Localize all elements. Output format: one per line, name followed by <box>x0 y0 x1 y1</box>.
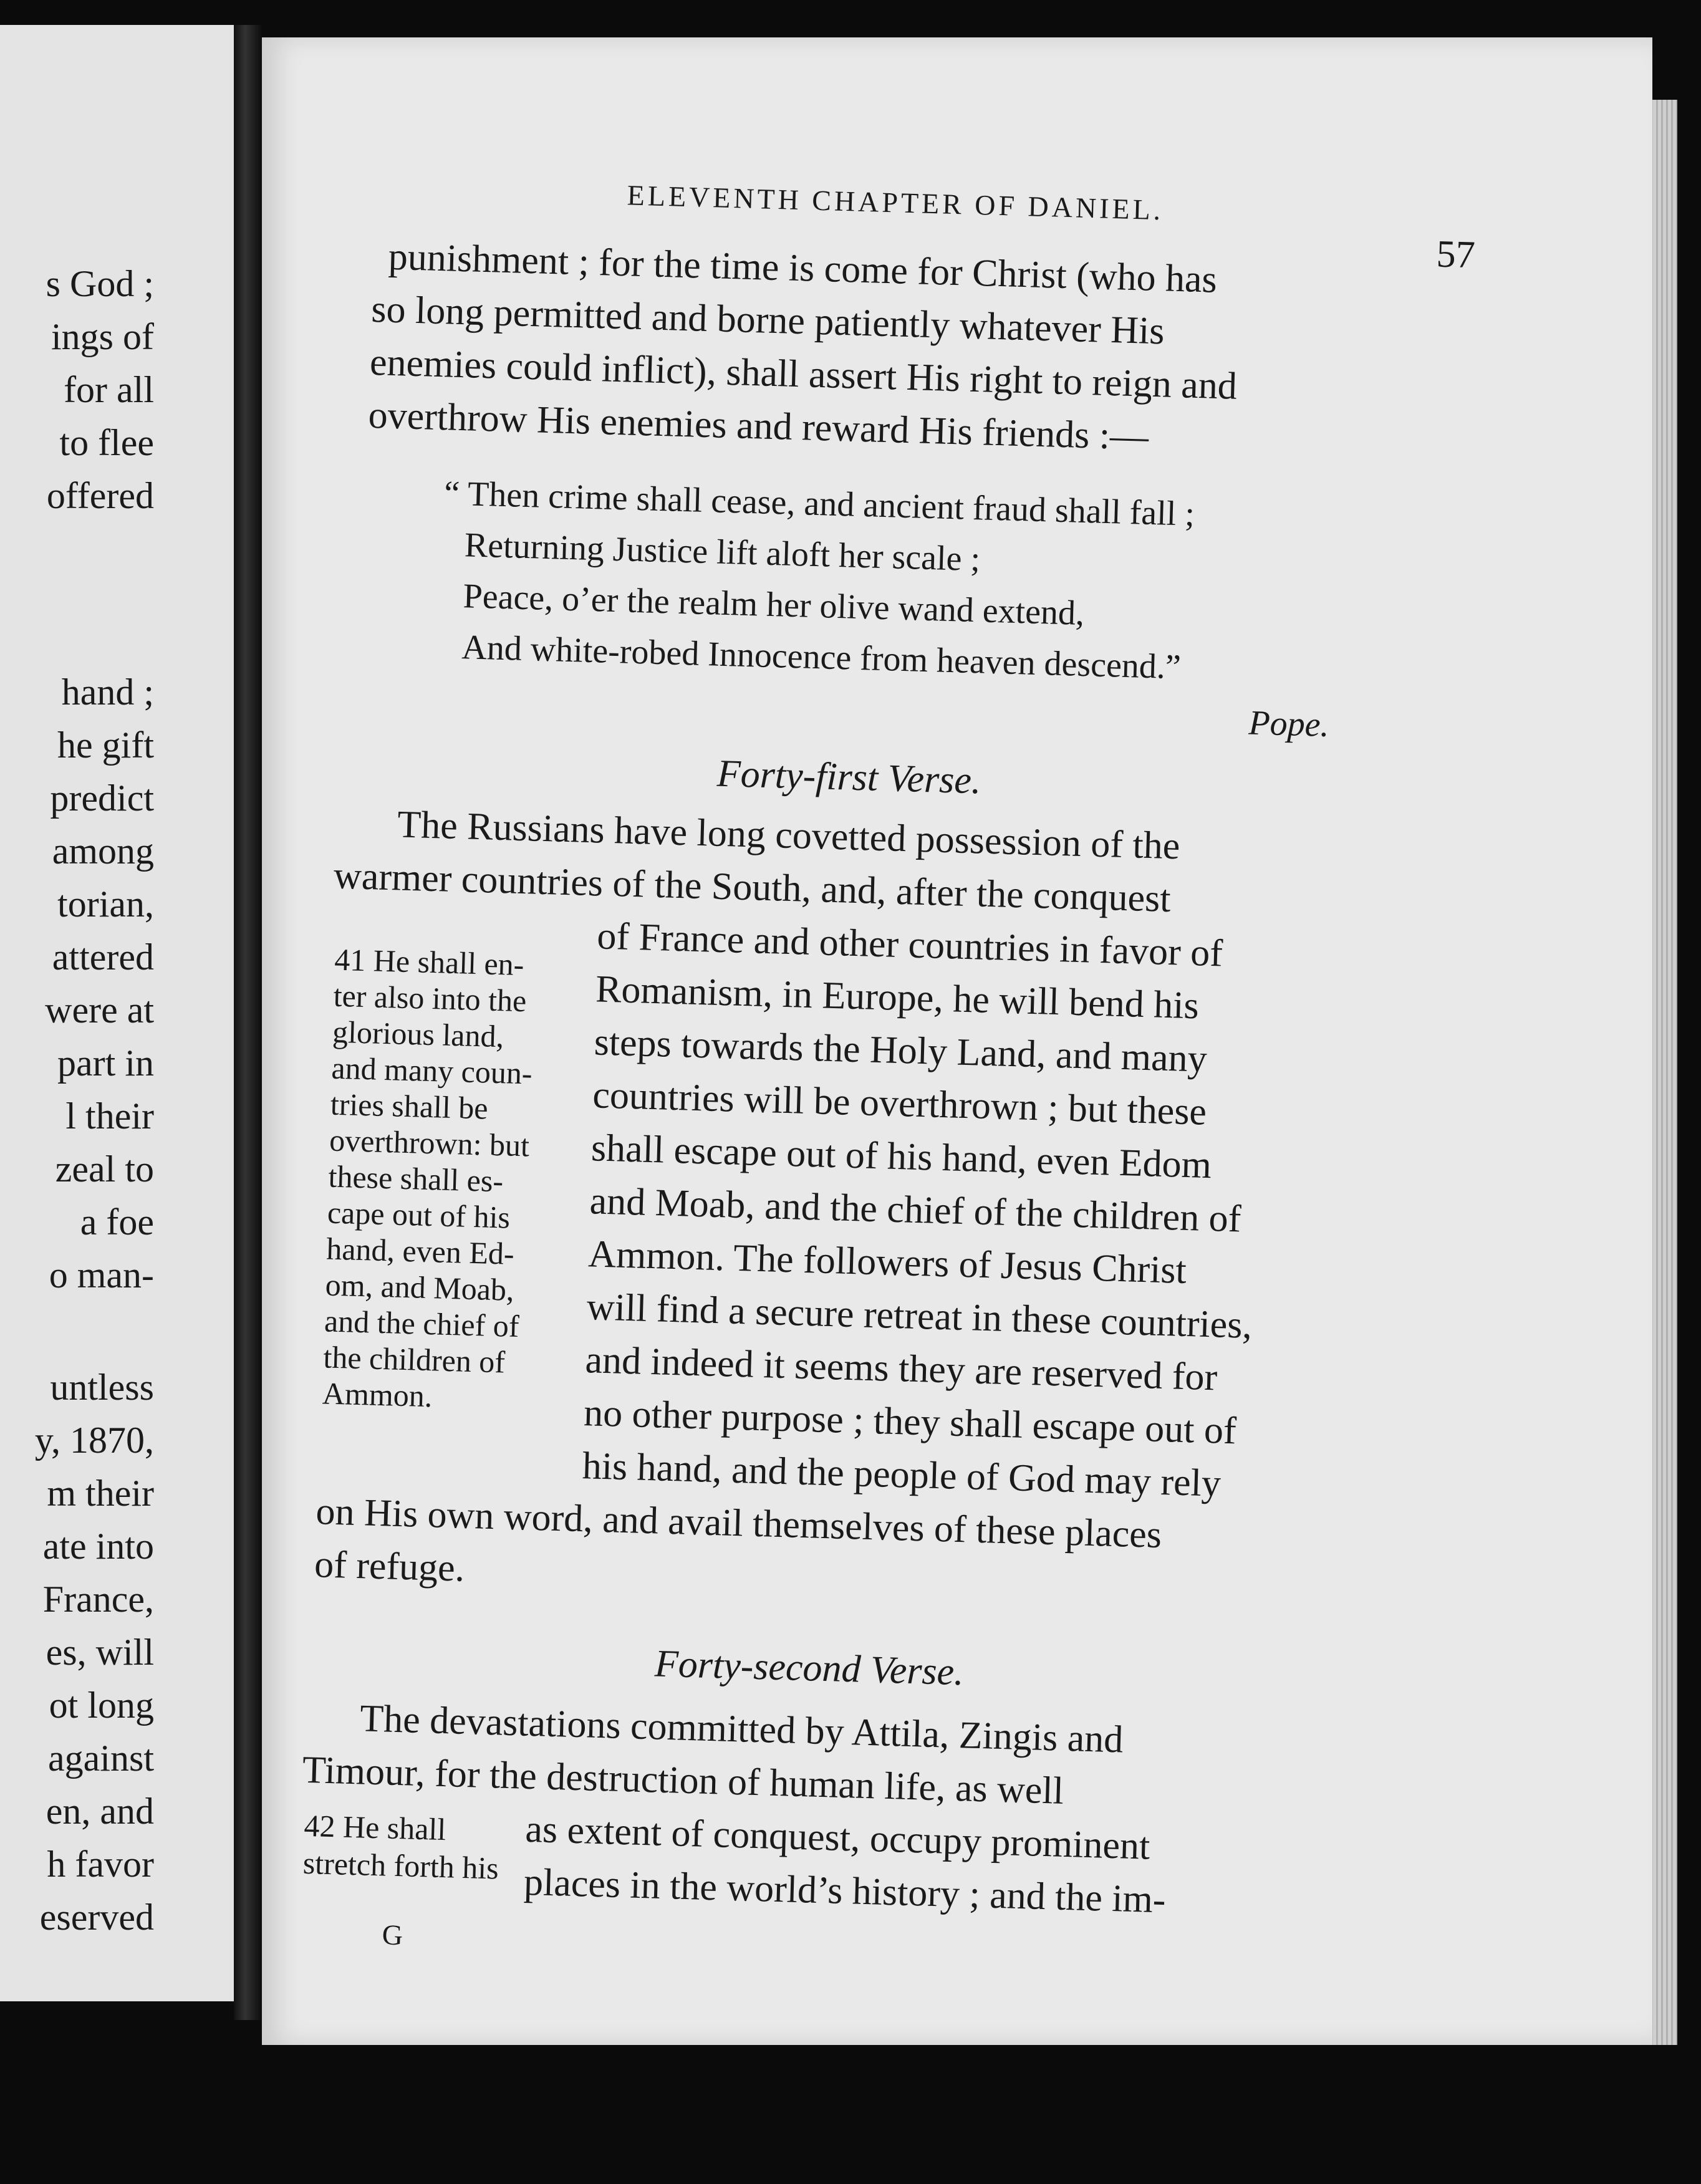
margin-note-line: cape out of his <box>327 1195 511 1235</box>
margin-note-line: these shall es- <box>327 1158 504 1199</box>
left-page-line: France, <box>42 1579 154 1620</box>
margin-note-line: 41 He shall en- <box>334 941 525 983</box>
text-line: Ammon. The followers of Jesus Christ <box>587 1233 1187 1292</box>
left-page-line: a foe <box>80 1201 154 1243</box>
running-header: ELEVENTH CHAPTER OF DANIEL. <box>627 179 1164 226</box>
left-page-line: ings of <box>51 316 154 357</box>
text-line: and Moab, and the chief of the children of <box>589 1180 1242 1241</box>
left-page-line: attered <box>52 936 154 978</box>
margin-note-line: om, and Moab, <box>325 1267 515 1307</box>
left-page-line: for all <box>64 369 154 410</box>
text-line: and indeed it seems they are reserved for <box>584 1339 1218 1399</box>
left-page-line: against <box>48 1738 154 1779</box>
margin-note-line: and many coun- <box>330 1050 533 1091</box>
text-line: of refuge. <box>314 1543 466 1590</box>
poem-line: And white-robed Innocence from heaven descend.” <box>461 628 1182 687</box>
left-page-line: torian, <box>57 883 154 925</box>
poem-line: “ Then crime shall cease, and ancient fraud shall fall ; <box>443 474 1195 534</box>
margin-note-line: and the chief of <box>324 1303 520 1344</box>
text-line: his hand, and the people of God may rely <box>581 1445 1222 1505</box>
text-line: warmer countries of the South, and, after the conquest <box>333 854 1172 921</box>
verse-heading: Forty-second Verse. <box>654 1642 965 1694</box>
left-page-line: ate into <box>42 1526 154 1567</box>
left-page-line: predict <box>50 777 154 819</box>
poem-line: Returning Justice lift aloft her scale ; <box>464 526 981 579</box>
left-page-line: m their <box>47 1473 154 1514</box>
left-page-line: s God ; <box>46 263 154 304</box>
margin-note-line: hand, even Ed- <box>325 1231 515 1271</box>
text-line: steps towards the Holy Land, and many <box>593 1021 1208 1080</box>
margin-note-line: glorious land, <box>332 1014 504 1054</box>
margin-note-line: the children of <box>322 1339 506 1380</box>
verse-heading: Forty-first Verse. <box>716 752 982 802</box>
page-number: 57 <box>1435 233 1476 277</box>
margin-note-line: overthrown: but <box>329 1122 530 1163</box>
text-line: shall escape out of his hand, even Edom <box>590 1127 1212 1187</box>
left-page-line: eserved <box>39 1897 154 1938</box>
margin-note-line: 42 He shall <box>303 1807 447 1847</box>
text-line: countries will be overthrown ; but these <box>592 1074 1207 1133</box>
left-page-line: he gift <box>57 724 154 766</box>
text-line: no other purpose ; they shall escape out of <box>583 1392 1237 1453</box>
text-line: will find a secure retreat in these countries, <box>586 1286 1253 1347</box>
text-line: Timour, for the destruction of human life, as well <box>302 1748 1064 1812</box>
left-page-line: offered <box>46 475 154 516</box>
left-page-line: to flee <box>59 422 154 463</box>
margin-note-line: Ammon. <box>322 1375 433 1414</box>
left-page-line: zeal to <box>55 1148 154 1190</box>
text-line: The devastations committed by Attila, Zingis and <box>359 1697 1124 1761</box>
text-line: punishment ; for the time is come for Christ (who has <box>387 235 1218 301</box>
left-page-line: l their <box>65 1095 154 1137</box>
text-line: as extent of conquest, occupy prominent <box>524 1807 1151 1868</box>
left-page-line: untless <box>50 1367 154 1408</box>
margin-note-line: ter also into the <box>333 978 528 1019</box>
text-line: of France and other countries in favor of <box>596 915 1223 975</box>
text-line: overthrow His enemies and reward His friends :— <box>367 393 1149 458</box>
margin-note-line: stretch forth his <box>302 1845 499 1886</box>
left-page-line: en, and <box>46 1791 154 1832</box>
text-line: places in the world’s history ; and the im- <box>523 1860 1167 1922</box>
text-line: on His own word, and avail themselves of these places <box>315 1490 1162 1557</box>
text-line: The Russians have long covetted possession of the <box>397 803 1181 868</box>
text-line: Romanism, in Europe, he will bend his <box>595 968 1200 1027</box>
left-page-line: hand ; <box>61 671 154 713</box>
left-page-line: o man- <box>49 1254 154 1296</box>
poem-line: Peace, o’er the realm her olive wand extend, <box>462 577 1085 633</box>
left-page-line: es, will <box>46 1632 154 1673</box>
signature-mark: G <box>382 1918 403 1951</box>
left-page-line: among <box>52 830 154 872</box>
text-line: enemies could inflict), shall assert His right to reign and <box>369 340 1238 408</box>
left-page-line: were at <box>45 989 154 1031</box>
margin-note-line: tries shall be <box>330 1086 489 1126</box>
text-line: so long permitted and borne patiently whatever His <box>370 287 1165 353</box>
left-page-line: y, 1870, <box>34 1420 154 1461</box>
left-page-line: h favor <box>47 1844 154 1885</box>
left-page-line: ot long <box>49 1685 154 1726</box>
poem-attribution: Pope. <box>1248 703 1330 745</box>
left-page-line: part in <box>57 1042 154 1084</box>
